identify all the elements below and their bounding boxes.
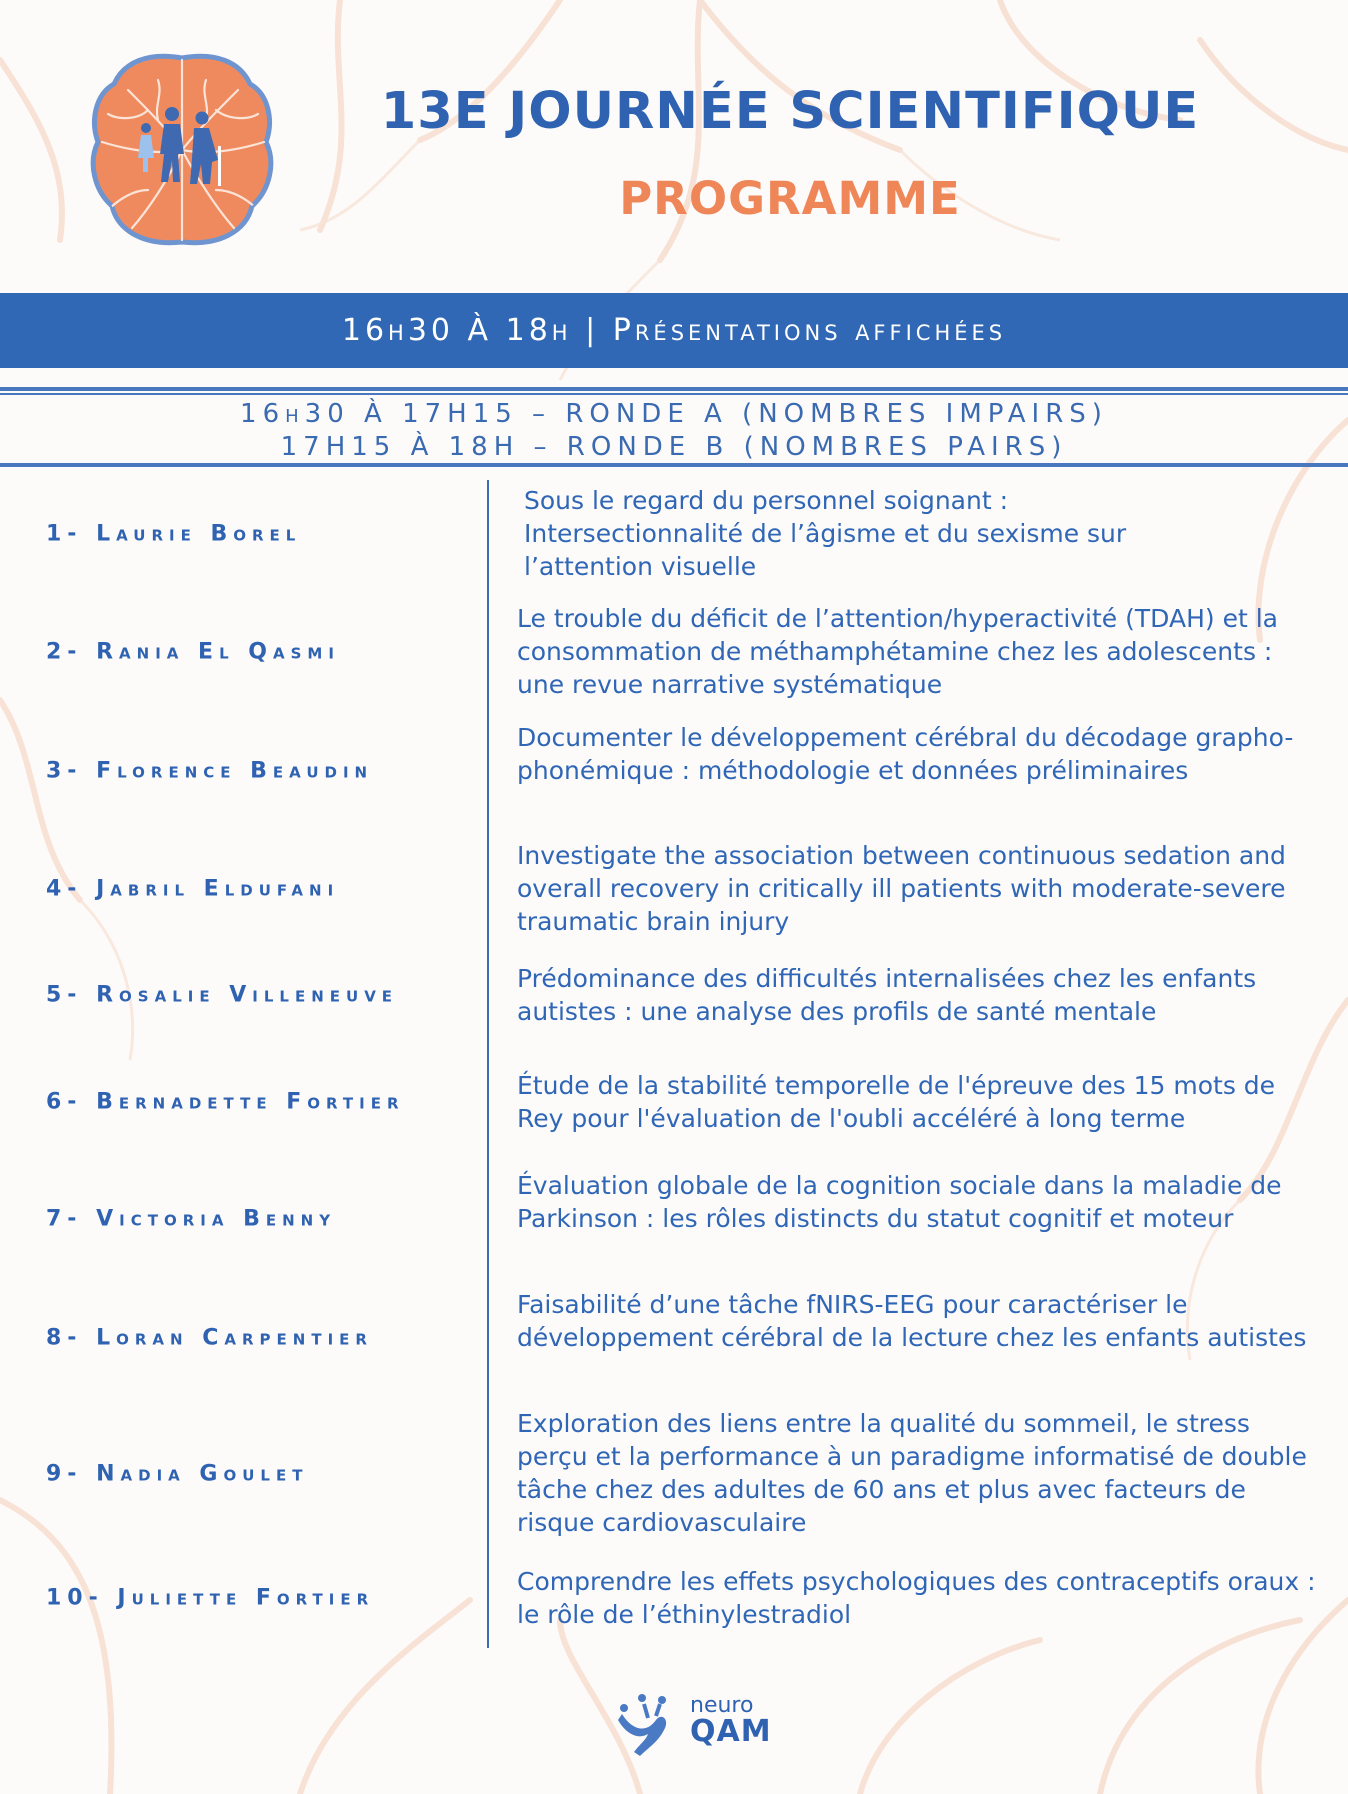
presentation-title: Évaluation globale de la cognition sociale dans la maladie de Parkinson : les rôles distincts du statut cognitif et moteur [517, 1171, 1282, 1233]
presenter-name: 7- Victoria Benny [46, 1206, 337, 1232]
round-b-label: 17H15 À 18H – RONDE B (NOMBRES PAIRS) [280, 432, 1068, 462]
presentation-title: Prédominance des difficultés internalisées chez les enfants autistes : une analyse des profils de santé mentale [517, 964, 1257, 1026]
presentation-row [0, 602, 1348, 702]
presenter-name: 4- Jabril Eldufani [46, 876, 340, 902]
presenter-name: 8- Loran Carpentier [46, 1325, 373, 1351]
presentation-title: Exploration des liens entre la qualité du sommeil, le stress perçu et la performance à un paradigme informatisé de double tâche chez des adultes de 60 ans et plus avec facteurs de risque cardiovasculaire [517, 1409, 1307, 1537]
presentation-row [0, 1288, 1348, 1388]
presentation-title: Investigate the association between continuous sedation and overall recovery in critically ill patients with moderate-severe traumatic brain injury [517, 841, 1286, 936]
presentation-row [0, 1407, 1348, 1540]
divider-top [0, 387, 1348, 391]
page-subtitle: PROGRAMME [619, 172, 961, 225]
presenter-name: 2- Rania El Qasmi [46, 639, 340, 665]
presenter-name: 6- Bernadette Fortier [46, 1089, 405, 1115]
presentation-row [0, 1565, 1348, 1631]
footer-brand-bottom: QAM [690, 1714, 772, 1749]
presentation-row [0, 484, 1348, 584]
presentation-row [0, 839, 1348, 939]
presenter-name: 1- Laurie Borel [46, 521, 302, 547]
page-title: 13E JOURNÉE SCIENTIFIQUE [380, 82, 1200, 141]
session-band-label: 16h30 À 18h | Présentations affichées [341, 313, 1007, 348]
presentation-row [0, 721, 1348, 821]
footer-brand [690, 1693, 772, 1749]
presenter-name: 10- Juliette Fortier [46, 1585, 375, 1611]
round-a-label: 16h30 À 17H15 – RONDE A (NOMBRES IMPAIRS) [240, 399, 1108, 429]
presentation-title: Faisabilité d’une tâche fNIRS-EEG pour caractériser le développement cérébral de la lecture chez les enfants autistes [517, 1290, 1307, 1352]
footer-brand-top: neuro [690, 1693, 754, 1718]
divider-top-thin [0, 393, 1348, 395]
presenter-name: 9- Nadia Goulet [46, 1461, 309, 1486]
divider-bottom [0, 463, 1348, 467]
rounds-schedule [0, 398, 1348, 464]
presentation-row [0, 962, 1348, 1028]
presentation-title: Étude de la stabilité temporelle de l'épreuve des 15 mots de Rey pour l'évaluation de l'oubli accéléré à long terme [517, 1071, 1276, 1133]
presentation-title: Comprendre les effets psychologiques des contraceptifs oraux : le rôle de l’éthinylestradiol [517, 1567, 1316, 1629]
presentation-title: Le trouble du déficit de l’attention/hyperactivité (TDAH) et la consommation de méthamphétamine chez les adolescents : une revue narrative systématique [517, 604, 1278, 699]
brain-logo-icon [88, 50, 276, 250]
presentation-title: Documenter le développement cérébral du décodage grapho-phonémique : méthodologie et données préliminaires [517, 723, 1294, 785]
presentation-title: Sous le regard du personnel soignant : Intersectionnalité de l’âgisme et du sexisme sur l’attention visuelle [524, 486, 1127, 581]
session-band [0, 293, 1348, 368]
presentation-row [0, 1069, 1348, 1135]
presentation-row [0, 1169, 1348, 1269]
presenter-name: 3- Florence Beaudin [46, 758, 374, 784]
presenter-name: 5- Rosalie Villeneuve [46, 982, 399, 1008]
